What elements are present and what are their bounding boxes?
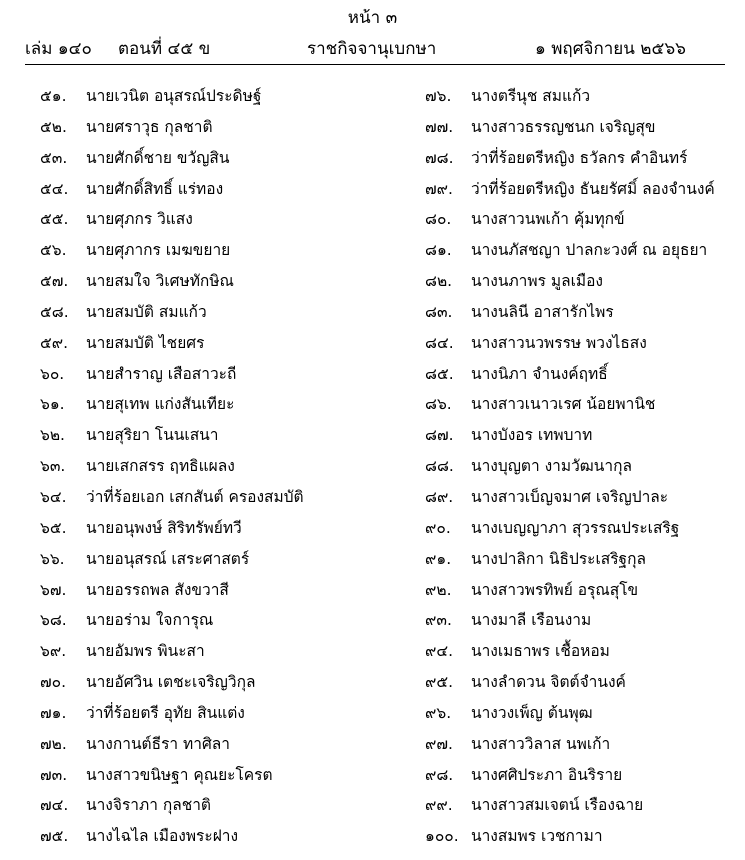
item-number: ๘๓. [425,302,453,321]
header-rule [25,64,725,65]
list-item [425,422,735,453]
person-name: นางสาวเนาวเรศ น้อยพานิช [471,395,656,414]
item-number: ๗๒. [40,734,67,753]
person-name: นางนภาพร มูลเมือง [471,272,603,291]
item-number: ๘๗. [425,426,454,445]
list-item [40,700,380,731]
list-item [40,268,380,299]
person-name: นายอนุพงษ์ สิริทรัพย์ทวี [86,518,242,537]
item-number: ๖๒. [40,426,65,445]
item-number: ๘๖. [425,395,452,414]
list-item [40,546,380,577]
item-number: ๙๐. [425,518,451,537]
person-name: นางมาลี เรือนงาม [471,611,592,630]
person-name: นางบุญตา งามวัฒนากุล [471,457,632,476]
person-name: นายอนุสรณ์ เสระศาสตร์ [86,549,250,568]
person-name: ว่าที่ร้อยเอก เสกสันต์ ครองสมบัติ [86,487,304,506]
item-number: ๕๓. [40,148,68,167]
page-number: หน้า ๓ [347,8,398,28]
name-list-left [40,83,380,854]
item-number: ๕๑. [40,87,67,105]
list-item [40,422,380,453]
list-item [425,731,735,762]
person-name: ว่าที่ร้อยตรี อุทัย สินแต่ง [86,703,245,722]
gazette-header [25,36,725,62]
header-issue: ตอนที่ ๔๕ ข [118,39,211,59]
item-number: ๙๕. [425,673,454,692]
item-number: ๗๕. [40,827,69,846]
list-item [425,762,735,793]
item-number: ๙๖. [425,703,452,722]
person-name: นายศุภกร วิแสง [86,210,193,229]
person-name: นางสาวนวพรรษ พวงไธสง [471,333,647,352]
item-number: ๖๗. [40,580,67,599]
list-item [425,268,735,299]
person-name: นางไฉไล เมืองพระฝาง [86,827,239,846]
item-number: ๗๗. [425,117,454,136]
list-item [425,823,735,854]
person-name: นายสุเทพ แก่งสันเทียะ [86,395,235,414]
item-number: ๘๑. [425,241,452,260]
person-name: นางลำดวน จิตต์จำนงค์ [471,673,626,692]
list-item [425,330,735,361]
list-item [40,577,380,608]
list-item [425,206,735,237]
item-number: ๖๖. [40,549,65,568]
name-list-right [425,83,735,854]
item-number: ๕๗. [40,272,69,291]
person-name: นายสำราญ เสือสาวะถี [86,364,237,383]
person-name: นางสาวพรทิพย์ อรุณสุโข [471,580,639,599]
item-number: ๙๘. [425,765,454,784]
person-name: ว่าที่ร้อยตรีหญิง ธันยรัศมิ์ ลองจำนงค์ [471,179,715,198]
person-name: นางจิราภา กุลชาติ [86,796,211,815]
person-name: นางกานต์ธีรา ทาศิลา [86,734,230,753]
item-number: ๙๓. [425,611,452,630]
list-item [425,299,735,330]
item-number: ๗๙. [425,179,453,198]
list-item [40,515,380,546]
person-name: นายสุริยา โนนเสนา [86,426,219,445]
list-item [40,638,380,669]
person-name: นางสาววิลาส นพเก้า [471,734,611,753]
item-number: ๗๘. [425,148,454,167]
item-number: ๖๓. [40,457,66,476]
list-item [40,669,380,700]
item-number: ๖๘. [40,611,67,630]
list-item [425,176,735,207]
item-number: ๖๙. [40,642,67,661]
list-item [40,731,380,762]
item-number: ๗๖. [425,87,452,105]
person-name: นายสมบัติ ไชยศร [86,333,205,352]
item-number: ๕๔. [40,179,69,198]
list-item [40,792,380,823]
item-number: ๘๙. [425,487,454,506]
header-date: ๑ พฤศจิกายน ๒๕๖๖ [535,39,686,59]
person-name: นายอัมพร พินะสา [86,642,205,661]
list-item [425,700,735,731]
person-name: นายศักดิ์ชาย ขวัญสิน [86,148,230,167]
list-item [40,145,380,176]
person-name: นายศราวุธ กุลชาติ [86,117,213,136]
person-name: นางเบญญาภา สุวรรณประเสริฐ [471,518,680,537]
list-item [425,453,735,484]
item-number: ๗๔. [40,796,69,815]
person-name: นางสาวนพเก้า คุ้มทุกข์ [471,210,625,229]
list-item [425,484,735,515]
list-item [40,762,380,793]
person-name: นางบังอร เทพบาท [471,426,593,445]
person-name: นายศักดิ์สิทธิ์ แร่ทอง [86,179,224,198]
item-number: ๖๐. [40,364,65,383]
person-name: นางสาวสมเจตน์ เรืองฉาย [471,796,644,815]
item-number: ๖๑. [40,395,65,414]
person-name: นางนภัสชญา ปาลกะวงศ์ ณ อยุธยา [471,241,708,260]
item-number: ๕๕. [40,210,69,229]
item-number: ๗๐. [40,673,67,692]
person-name: นางสมพร เวชกามา [471,827,603,846]
header-volume: เล่ม ๑๔๐ [25,39,92,59]
person-name: นายเวนิต อนุสรณ์ประดิษฐ์ [86,87,262,105]
list-item [40,299,380,330]
item-number: ๖๔. [40,487,67,506]
list-item [425,638,735,669]
list-item [425,237,735,268]
list-item [40,823,380,854]
person-name: นางสาวเบ็ญจมาศ เจริญปาละ [471,487,669,506]
list-item [40,206,380,237]
item-number: ๘๕. [425,364,454,383]
item-number: ๕๖. [40,241,67,260]
item-number: ๖๕. [40,518,67,537]
list-item [40,83,380,114]
list-item [425,391,735,422]
person-name: นางสาวธรรญชนก เจริญสุข [471,117,656,136]
list-item [425,361,735,392]
person-name: นายอัศวิน เตชะเจริญวิกุล [86,673,256,692]
list-item [425,792,735,823]
item-number: ๘๘. [425,457,454,476]
person-name: นางตรีนุช สมแก้ว [471,87,591,105]
list-item [40,484,380,515]
item-number: ๙๒. [425,580,452,599]
person-name: นางสาวขนิษฐา คุณยะโครต [86,765,273,784]
list-item [40,607,380,638]
item-number: ๙๗. [425,734,453,753]
item-number: ๕๘. [40,302,69,321]
person-name: นายศุภากร เมฆขยาย [86,241,231,260]
item-number: ๕๙. [40,333,69,352]
list-item [40,361,380,392]
item-number: ๙๔. [425,642,454,661]
list-item [40,391,380,422]
item-number: ๘๔. [425,333,454,352]
list-item [425,546,735,577]
item-number: ๙๑. [425,549,452,568]
item-number: ๘๒. [425,272,453,291]
list-item [40,176,380,207]
list-item [425,145,735,176]
person-name: นายอร่าม ใจการุณ [86,611,214,630]
header-gazette-title: ราชกิจจานุเบกษา [307,39,437,59]
person-name: นางปาลิกา นิธิประเสริฐกุล [471,549,646,568]
item-number: ๗๓. [40,765,68,784]
item-number: ๙๙. [425,796,453,815]
list-item [40,330,380,361]
item-number: ๕๒. [40,117,67,136]
list-item [40,237,380,268]
person-name: นางนลินี อาสารักไพร [471,302,614,321]
list-item [40,453,380,484]
person-name: นายสมใจ วิเศษทักษิณ [86,272,234,291]
person-name: นางวงเพ็ญ ต้นพุฒ [471,703,593,722]
person-name: ว่าที่ร้อยตรีหญิง ธวัลกร คำอินทร์ [471,148,688,167]
person-name: นายอรรถพล สังขวาสี [86,580,229,599]
list-item [40,114,380,145]
person-name: นางนิภา จำนงค์ฤทธิ์ [471,364,608,383]
list-item [425,83,735,114]
person-name: นางเมธาพร เชื้อหอม [471,642,610,661]
list-item [425,114,735,145]
list-item [425,515,735,546]
item-number: ๘๐. [425,210,452,229]
item-number: ๗๑. [40,703,67,722]
person-name: นายเสกสรร ฤทธิแผลง [86,457,235,476]
list-item [425,607,735,638]
person-name: นายสมบัติ สมแก้ว [86,302,207,321]
person-name: นางศศิประภา อินริราย [471,765,623,784]
list-item [425,669,735,700]
list-item [425,577,735,608]
item-number: ๑๐๐. [425,827,459,846]
